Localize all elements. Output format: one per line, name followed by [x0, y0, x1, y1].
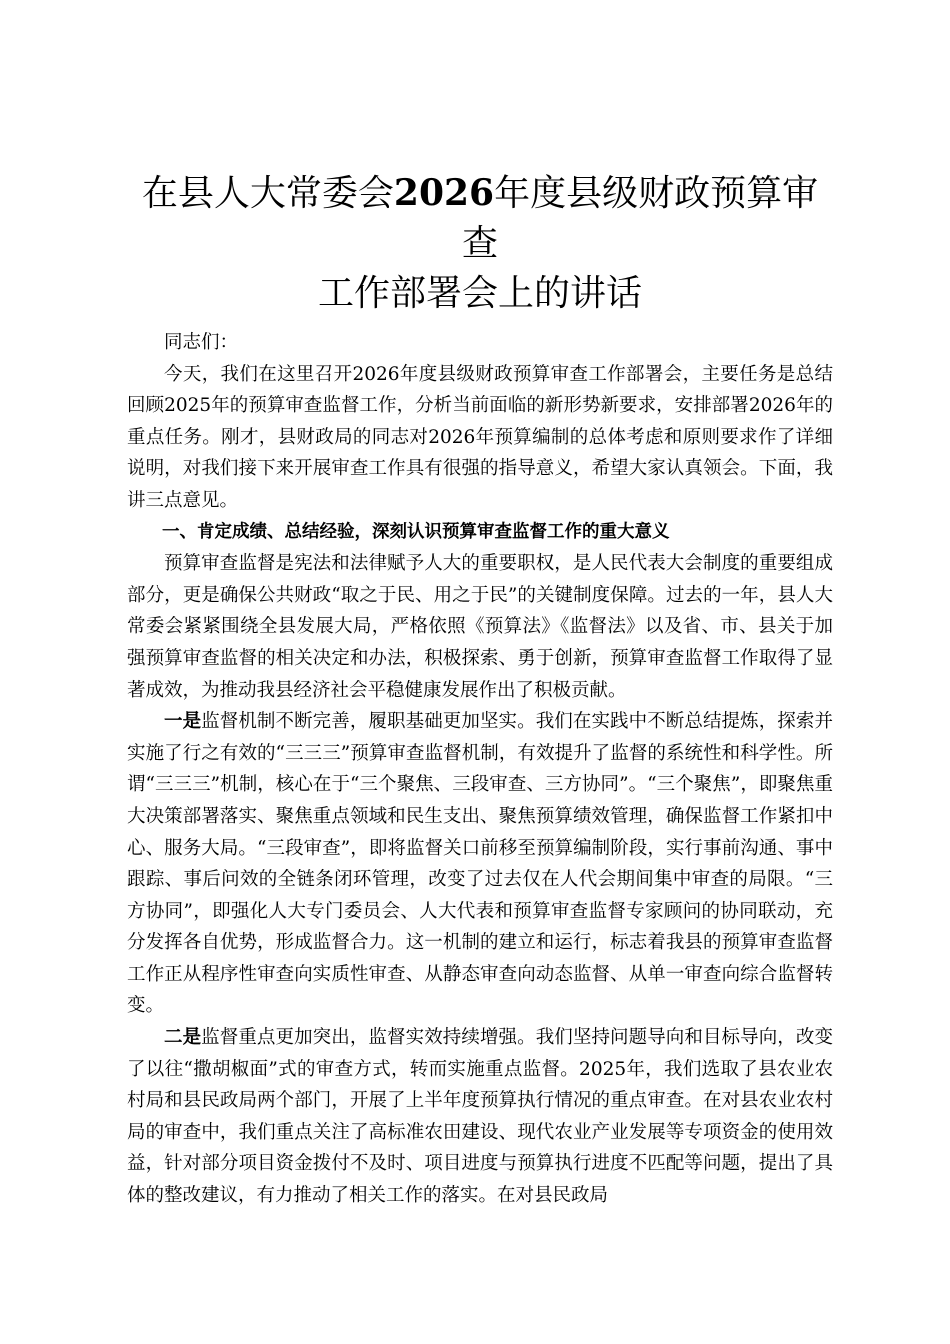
point2-paragraph [127, 1022, 833, 1212]
section-heading-1: 一、肯定成绩、总结经验，深刻认识预算审查监督工作的重大意义 [162, 521, 670, 542]
document-title [127, 168, 833, 319]
intro-paragraph: 今天，我们在这里召开2026年度县级财政预算审查工作部署会，主要任务是总结回顾2025年的预算审查监督工作，分析当前面临的新形势新要求，安排部署2026年的重点任务。刚才，县财政局的同志对2026年预算编制的总体考虑和原则要求作了详细说明，对我们接下来开展审查工作具有很强的指导意义，希望大家认真领会。下面，我讲三点意见。 [127, 363, 833, 511]
point1-paragraph [127, 706, 833, 1022]
salutation: 同志们： [164, 332, 239, 353]
title-line1-year: 2026 [393, 172, 495, 214]
point2-lead: 二是 [164, 1027, 202, 1049]
document-body [127, 327, 833, 1212]
point1-lead: 一是 [164, 711, 202, 733]
section1-paragraph: 预算审查监督是宪法和法律赋予人大的重要职权，是人民代表大会制度的重要组成部分，更是确保公共财政“取之于民、用之于民”的关键制度保障。过去的一年，县人大常委会紧紧围绕全县发展大局，严格依照《预算法》《监督法》以及省、市、县关于加强预算审查监督的相关决定和办法，积极探索、勇于创新，预算审查监督工作取得了显著成效，为推动我县经济社会平稳健康发展作出了积极贡献。 [127, 553, 833, 701]
title-line1-pre: 在县人大常委会 [141, 173, 394, 214]
point2-text: 监督重点更加突出，监督实效持续增强。我们坚持问题导向和目标导向，改变了以往“撒胡椒面”式的审查方式，转而实施重点监督。2025年，我们选取了县农业农村局和县民政局两个部门，开展了上半年度预算执行情况的重点审查。在对县农业农村局的审查中，我们重点关注了高标准农田建设、现代农业产业发展等专项资金的使用效益，针对部分项目资金拨付不及时、项目进度与预算执行进度不匹配等问题，提出了具体的整改建议，有力推动了相关工作的落实。在对县民政局 [127, 1027, 833, 1207]
point1-text: 监督机制不断完善，履职基础更加坚实。我们在实践中不断总结提炼，探索并实施了行之有效的“三三三”预算审查监督机制，有效提升了监督的系统性和科学性。所谓“三三三”机制，核心在于“三个聚焦、三段审查、三方协同”。“三个聚焦”，即聚焦重大决策部署落实、聚焦重点领域和民生支出、聚焦预算绩效管理，确保监督工作紧扣中心、服务大局。“三段审查”，即将监督关口前移至预算编制阶段，实行事前沟通、事中跟踪、事后问效的全链条闭环管理，改变了过去仅在人代会期间集中审查的局限。“三方协同”，即强化人大专门委员会、人大代表和预算审查监督专家顾问的协同联动，充分发挥各自优势，形成监督合力。这一机制的建立和运行，标志着我县的预算审查监督工作正从程序性审查向实质性审查、从静态审查向动态监督、从单一审查向综合监督转变。 [127, 711, 833, 1017]
title-line2: 工作部署会上的讲话 [317, 273, 642, 314]
document-page [127, 168, 833, 1212]
title-line1-post: 年度县级财政预算审查 [461, 173, 819, 264]
